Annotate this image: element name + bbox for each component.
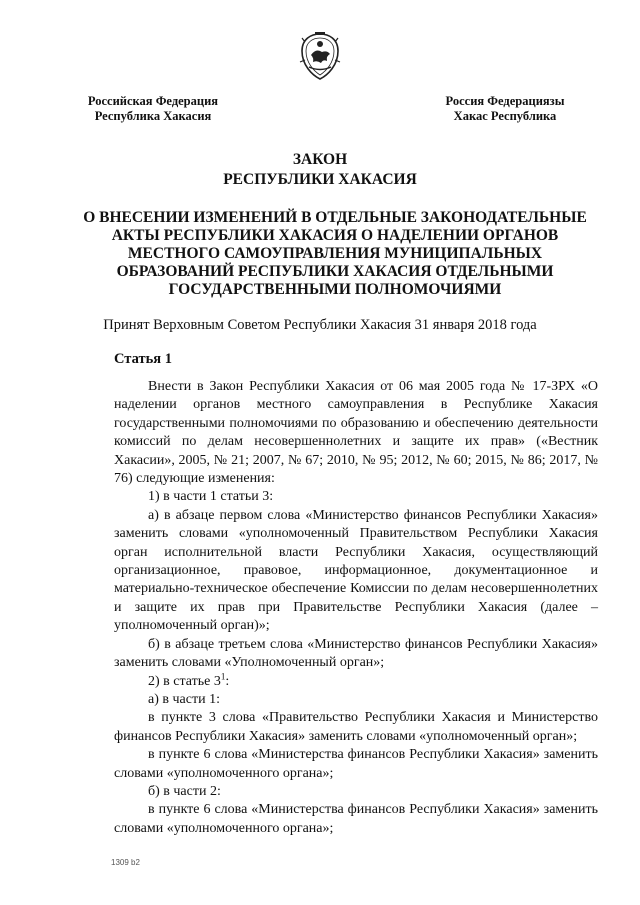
- law-subject: О ВНЕСЕНИИ ИЗМЕНЕНИЙ В ОТДЕЛЬНЫЕ ЗАКОНОДАТЕЛЬНЫЕ АКТЫ РЕСПУБЛИКИ ХАКАСИЯ О НАДЕЛЕНИИ ОРГАНОВ МЕСТНОГО САМОУПРАВЛЕНИЯ МУНИЦИПАЛЬНЫХ ОБРАЗОВАНИЙ РЕСПУБЛИКИ ХАКАСИЯ ОТДЕЛЬНЫМИ ГОСУДАРСТВЕННЫМИ ПОЛНОМОЧИЯМИ: [83, 209, 587, 298]
- header-left-line1: Российская Федерация: [87, 94, 219, 108]
- coat-of-arms-icon: [296, 30, 344, 82]
- article-body: [114, 378, 598, 838]
- paragraph-text: 2) в статье 3: [148, 673, 221, 689]
- superscript: 1: [220, 670, 226, 681]
- paragraph: Внести в Закон Республики Хакасия от 06 мая 2005 года № 17-ЗРХ «О наделении органов местного самоуправления в Республике Хакасия государственными полномочиями по образованию и обеспечению деятельности комиссий по делам несовершеннолетних и защите их прав» («Вестник Хакасии», 2005, № 21; 2007, № 67; 2010, № 95; 2012, № 60; 2015, № 86; 2017, № 76) следующие изменения:: [114, 379, 598, 487]
- paragraph-colon: :: [225, 673, 230, 689]
- paragraph: в пункте 6 слова «Министерства финансов Республики Хакасия» заменить словами «уполномоченного органа»;: [114, 747, 598, 781]
- paragraph: 1) в части 1 статьи 3:: [148, 489, 274, 505]
- paragraph: в пункте 3 слова «Правительство Республики Хакасия и Министерство финансов Республики Хакасия» заменить словами «уполномоченный орган»;: [114, 710, 598, 744]
- document-code: 1309 b2: [111, 858, 140, 867]
- paragraph: в пункте 6 слова «Министерства финансов Республики Хакасия» заменить словами «уполномоченного органа»;: [114, 802, 598, 836]
- header-left-line2: Республика Хакасия: [94, 109, 212, 123]
- article-heading: Статья 1: [114, 351, 172, 367]
- header-left: [78, 94, 228, 124]
- adoption-date: Принят Верховным Советом Республики Хакасия 31 января 2018 года: [103, 317, 537, 333]
- header-right-line2: Хакас Республика: [453, 109, 557, 123]
- paragraph: [114, 670, 598, 691]
- law-title: ЗАКОН: [292, 151, 348, 168]
- paragraph: а) в абзаце первом слова «Министерство финансов Республики Хакасия» заменить словами «уполномоченный Правительством Республики Хакасия орган исполнительной власти Республики Хакасия, осуществляющий организационное, правовое, информационное, документационное и материально-техническое обеспечение Комиссии по делам несовершеннолетних и защите их прав при Правительстве Республики Хакасия (далее – уполномоченный орган)»;: [114, 507, 598, 634]
- paragraph: б) в абзаце третьем слова «Министерство финансов Республики Хакасия» заменить словами «Уполномоченный орган»;: [114, 636, 598, 671]
- header-right-line1: Россия Федерациязы: [445, 94, 565, 108]
- paragraph: б) в части 2:: [148, 783, 221, 799]
- law-title-region: РЕСПУБЛИКИ ХАКАСИЯ: [223, 171, 417, 188]
- header-right: [430, 94, 580, 124]
- paragraph: а) в части 1:: [148, 691, 220, 707]
